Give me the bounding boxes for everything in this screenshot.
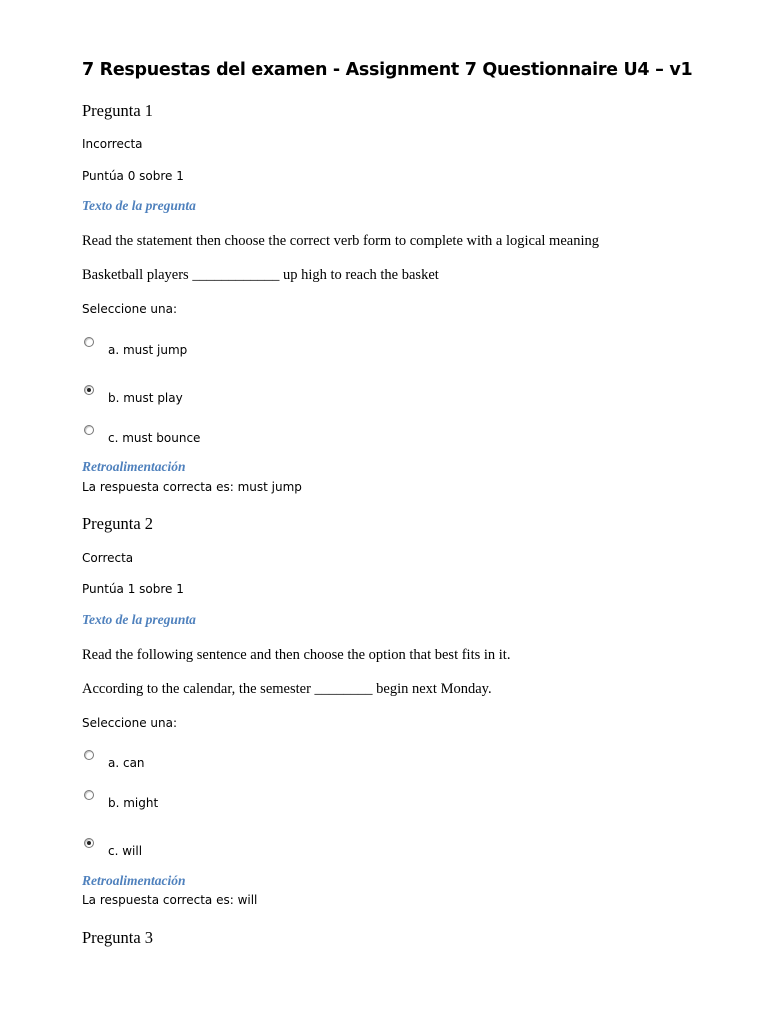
question-2-feedback: La respuesta correcta es: will: [82, 893, 258, 907]
question-2-instruction: Read the following sentence and then choose the option that best fits in it.: [82, 647, 511, 663]
question-2-option-b-label: b. might: [108, 796, 159, 810]
question-1-option-b-label: b. must play: [108, 391, 183, 405]
question-1-option-c-radio[interactable]: [84, 425, 94, 435]
question-2-feedback-label: Retroalimentación: [82, 873, 186, 888]
question-1-option-c-label: c. must bounce: [108, 431, 201, 445]
question-1-text-label: Texto de la pregunta: [82, 198, 196, 213]
question-2-option-a-radio[interactable]: [84, 750, 94, 760]
question-1-instruction: Read the statement then choose the correct verb form to complete with a logical meaning: [82, 233, 599, 249]
page-title: 7 Respuestas del examen - Assignment 7 Questionnaire U4 – v1: [82, 60, 693, 80]
question-2-option-c-radio[interactable]: [84, 838, 94, 848]
question-1-feedback-label: Retroalimentación: [82, 459, 186, 474]
question-2-option-b-radio[interactable]: [84, 790, 94, 800]
question-2-status: Correcta: [82, 551, 134, 565]
question-1-option-b-radio[interactable]: [84, 385, 94, 395]
question-1-option-a-label: a. must jump: [108, 343, 188, 357]
question-2-score: Puntúa 1 sobre 1: [82, 582, 184, 596]
question-2-sentence: According to the calendar, the semester ________ begin next Monday.: [82, 681, 492, 697]
question-2-option-c-label: c. will: [108, 844, 143, 858]
question-2-option-a-label: a. can: [108, 756, 145, 770]
question-2-text-label: Texto de la pregunta: [82, 612, 196, 627]
question-1-score: Puntúa 0 sobre 1: [82, 169, 184, 183]
question-2-heading: Pregunta 2: [82, 514, 154, 533]
question-1-option-a-radio[interactable]: [84, 337, 94, 347]
question-1-feedback: La respuesta correcta es: must jump: [82, 480, 302, 494]
question-3-heading: Pregunta 3: [82, 928, 154, 947]
question-2-select-label: Seleccione una:: [82, 716, 177, 730]
question-1-select-label: Seleccione una:: [82, 302, 177, 316]
question-1-status: Incorrecta: [82, 137, 143, 151]
question-1-heading: Pregunta 1: [82, 101, 154, 120]
question-1-sentence: Basketball players ____________ up high to reach the basket: [82, 267, 439, 283]
